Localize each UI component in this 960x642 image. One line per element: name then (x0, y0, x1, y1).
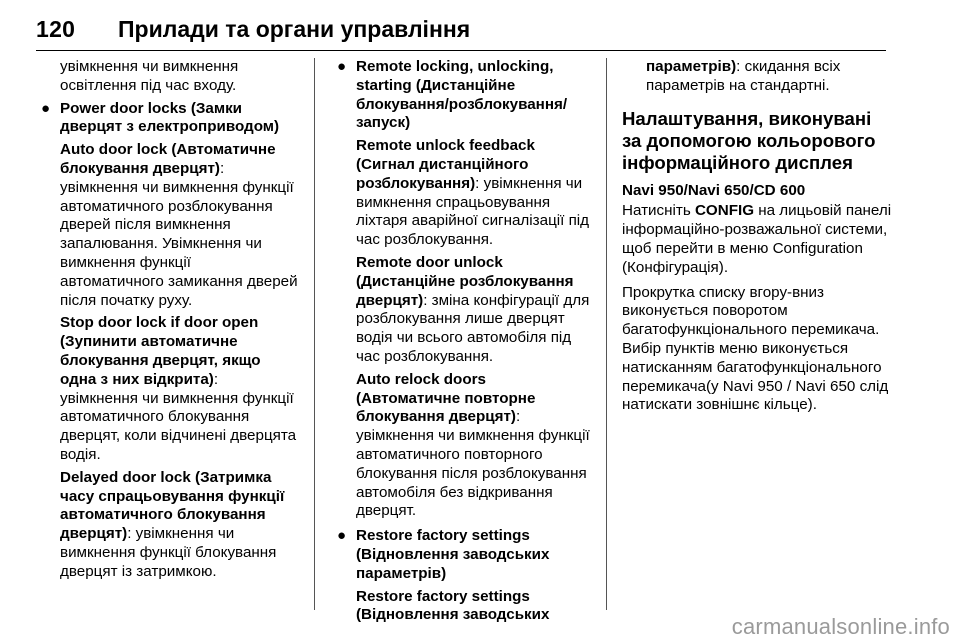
entry-label: параметрів) (646, 58, 737, 75)
item-heading: Restore factory settings (Відновлення заводських параметрів) (356, 527, 550, 582)
restore-continuation (622, 58, 892, 96)
column-3 (622, 58, 892, 618)
bullet-icon: ● (41, 99, 51, 117)
remote-door-unlock-entry (356, 254, 594, 367)
page-title: Прилади та органи управління (118, 16, 471, 42)
item-heading: Remote locking, unlocking, starting (Дистанційне блокування/розблокування/запуск) (356, 58, 568, 132)
column-divider-1 (314, 58, 315, 610)
entry-label: Delayed door lock (Затримка часу спрацьовування функції автоматичного блокування дверцят) (60, 468, 285, 543)
column-2 (332, 58, 594, 624)
page-header (36, 10, 886, 51)
watermark: carmanualsonline.info (731, 614, 950, 639)
delayed-door-lock-entry (60, 469, 298, 582)
auto-door-lock-entry (60, 141, 298, 310)
entry-label: Remote door unlock (Дистанційне розблокування дверцят) (356, 253, 574, 309)
entry-text: : увімкнення чи вимкнення функції блокування дверцят із затримкою. (60, 525, 277, 580)
list-item-power-door-locks (36, 100, 298, 582)
restore-sub-label: Restore factory settings (Відновлення заводських (356, 587, 550, 624)
bullet-icon: ● (337, 527, 347, 545)
entry-text: : скидання всіх параметрів на стандартні. (646, 58, 841, 94)
remote-unlock-feedback-entry (356, 137, 594, 250)
entry-label: Remote unlock feedback (Сигнал дистанційного розблокування) (356, 137, 535, 192)
entry-text: : зміна конфігурації для розблокування лише дверцят водія чи всього автомобіля під час розблокування. (356, 291, 590, 365)
para-text: на лицьовій панелі інформаційно-розважальної системи, щоб перейти в меню Configuration (Конфігурація). (622, 202, 892, 276)
list-item-remote-locking (332, 58, 594, 521)
intro-text: увімкнення чи вимкнення освітлення під час входу. (60, 58, 239, 94)
para-text: Натисніть (622, 202, 695, 220)
paragraph-config (622, 202, 892, 277)
column-1 (36, 58, 298, 618)
entry-text: : увімкнення чи вимкнення функції автоматичного блокування дверцят, коли відчинені дверцята водія. (60, 370, 297, 463)
page-number: 120 (36, 16, 76, 42)
config-key-label: CONFIG (694, 202, 755, 220)
section-title: Налаштування, виконувані за допомогою кольорового інформаційного дисплея (622, 107, 876, 173)
entry-text: : увімкнення чи вимкнення спрацьовування ліхтаря аварійної сигналізації під час розблокування. (356, 174, 590, 249)
column-divider-2 (606, 58, 607, 610)
entry-label: Auto relock doors (Автоматичне повторне блокування дверцят) (356, 370, 536, 426)
entry-label: Auto door lock (Автоматичне блокування дверцят) (60, 141, 276, 177)
bullet-icon: ● (337, 58, 347, 75)
entry-text: : увімкнення чи вимкнення функції автоматичного повторного блокування після розблокування автомобіля без відкривання дверцят. (356, 408, 590, 520)
entry-text: : увімкнення чи вимкнення функції автоматичного розблокування дверей після вимкнення запалювання. Увімкнення чи вимкнення функції автоматичного замикання дверей після початку руху. (60, 159, 298, 309)
auto-relock-entry (356, 371, 594, 521)
entry-label: Stop door lock if door open (Зупинити автоматичне блокування дверцят, якщо одна з них відкрита) (60, 314, 261, 388)
item-heading: Power door locks (Замки дверцят з електроприводом) (60, 99, 280, 136)
stop-door-lock-entry (60, 314, 298, 464)
paragraph-scroll: Прокрутка списку вгору-вниз виконується поворотом багатофункціонального перемикача. Вибір пунктів меню виконується натисканням багатофункціонального перемикача(у Navi 950 / Navi 650 слід натискати зовнішнє кільце). (622, 283, 889, 414)
list-item-restore-factory (332, 527, 594, 625)
section-subtitle: Navi 950/Navi 650/CD 600 (622, 181, 806, 199)
